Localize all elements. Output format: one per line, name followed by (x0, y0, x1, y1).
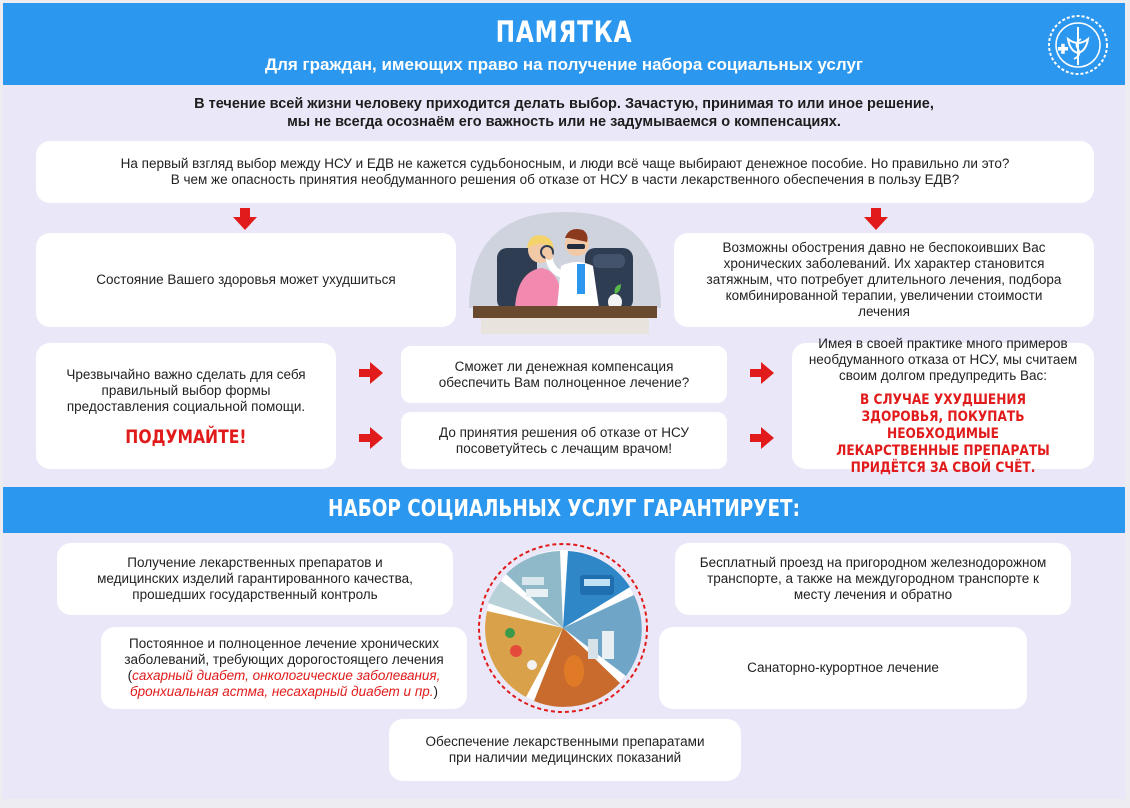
services-photo-wheel (476, 541, 650, 715)
paren-open: ( (127, 668, 133, 683)
warning-emphasis: В СЛУЧАЕ УХУДШЕНИЯ ЗДОРОВЬЯ, ПОКУПАТЬ НЕОБХОДИМЫЕ ЛЕКАРСТВЕННЫЕ ПРЕПАРАТЫ ПРИДЁТСЯ ЗА СВОЙ СЧЁТ. (836, 391, 1050, 476)
doctor-advice-card (401, 412, 727, 469)
medicine-provision-text: Обеспечение лекарственными препаратами при наличии медицинских показаний (425, 734, 705, 765)
question-card (36, 141, 1094, 203)
choice-text: Чрезвычайно важно сделать для себя правильный выбор формы предоставления социальной помощи. (66, 367, 306, 414)
transport-card (675, 543, 1071, 615)
chronic-examples-line (115, 668, 453, 700)
doctor-advice-text: До принятия решения об отказе от НСУ посоветуйтесь с лечащим врачом! (439, 424, 689, 456)
question-line-1: На первый взгляд выбор между НСУ и ЕДВ не кажется судьбоносным, и люди всё чаще выбирают денежное пособие. Но правильно ли это? (120, 156, 1010, 171)
medicines-quality-text: Получение лекарственных препаратов и медицинских изделий гарантированного качества, прошедших государственный контроль (97, 555, 413, 602)
intro-line-2: мы не всегда осознаём его важность или не задумываемся о компенсациях. (287, 114, 841, 130)
medicines-quality-card (57, 543, 453, 615)
paren-close: ) (433, 684, 439, 699)
think-emphasis: ПОДУМАЙТЕ! (125, 426, 247, 448)
health-risk-text: Состояние Вашего здоровья может ухудшиться (96, 272, 396, 287)
medicine-provision-card (389, 719, 741, 781)
chronic-treatment-text: Постоянное и полноценное лечение хронических заболеваний, требующих дорогостоящего лечения (124, 636, 444, 667)
compensation-text: Сможет ли денежная компенсация обеспечить Вам полноценное лечение? (438, 358, 690, 390)
transport-text: Бесплатный проезд на пригородном железнодорожном транспорте, а также на междугородном транспорте к месту лечения и обратно (699, 555, 1047, 602)
guarantee-title: НАБОР СОЦИАЛЬНЫХ УСЛУГ ГАРАНТИРУЕТ: (328, 496, 800, 522)
warning-card (792, 335, 1094, 476)
exacerbation-card (674, 233, 1094, 327)
ministry-emblem-icon (1046, 13, 1110, 77)
question-line-2: В чем же опасность принятия необдуманного решения об отказе от НСУ в части лекарственного обеспечения в пользу ЕДВ? (170, 172, 960, 187)
page-title: ПАМЯТКА (495, 15, 633, 49)
arrow-right-icon (750, 427, 774, 449)
compensation-card (401, 346, 727, 403)
intro-line-1: В течение всей жизни человеку приходится делать выбор. Зачастую, принимая то или иное решение, (194, 96, 934, 112)
arrow-right-icon (359, 427, 383, 449)
sanatorium-text: Санаторно-курортное лечение (747, 660, 939, 675)
chronic-treatment-card (101, 627, 467, 709)
sanatorium-card (659, 627, 1027, 709)
choice-card (36, 343, 336, 469)
header-banner (3, 3, 1125, 85)
arrow-right-icon (359, 362, 383, 384)
doctor-examining-patient-illustration (465, 208, 665, 338)
intro-text (3, 95, 1125, 131)
page-subtitle: Для граждан, имеющих право на получение набора социальных услуг (265, 55, 863, 74)
guarantee-banner (3, 487, 1125, 533)
warning-text: Имея в своей практике много примеров необдуманного отказа от НСУ, мы считаем своим долгом предупредить Вас: (808, 335, 1078, 383)
arrow-down-icon (864, 208, 888, 230)
exacerbation-text: Возможны обострения давно не беспокоивших Вас хронических заболеваний. Их характер становится затяжным, что потребует длительного лечения, подбора комбинированной терапии, увеличении стоимости лечения (706, 240, 1062, 319)
chronic-examples: сахарный диабет, онкологические заболевания, бронхиальная астма, несахарный диабет и пр. (129, 668, 441, 699)
arrow-down-icon (233, 208, 257, 230)
arrow-right-icon (750, 362, 774, 384)
health-risk-card (36, 233, 456, 327)
memo-sheet (3, 3, 1125, 799)
